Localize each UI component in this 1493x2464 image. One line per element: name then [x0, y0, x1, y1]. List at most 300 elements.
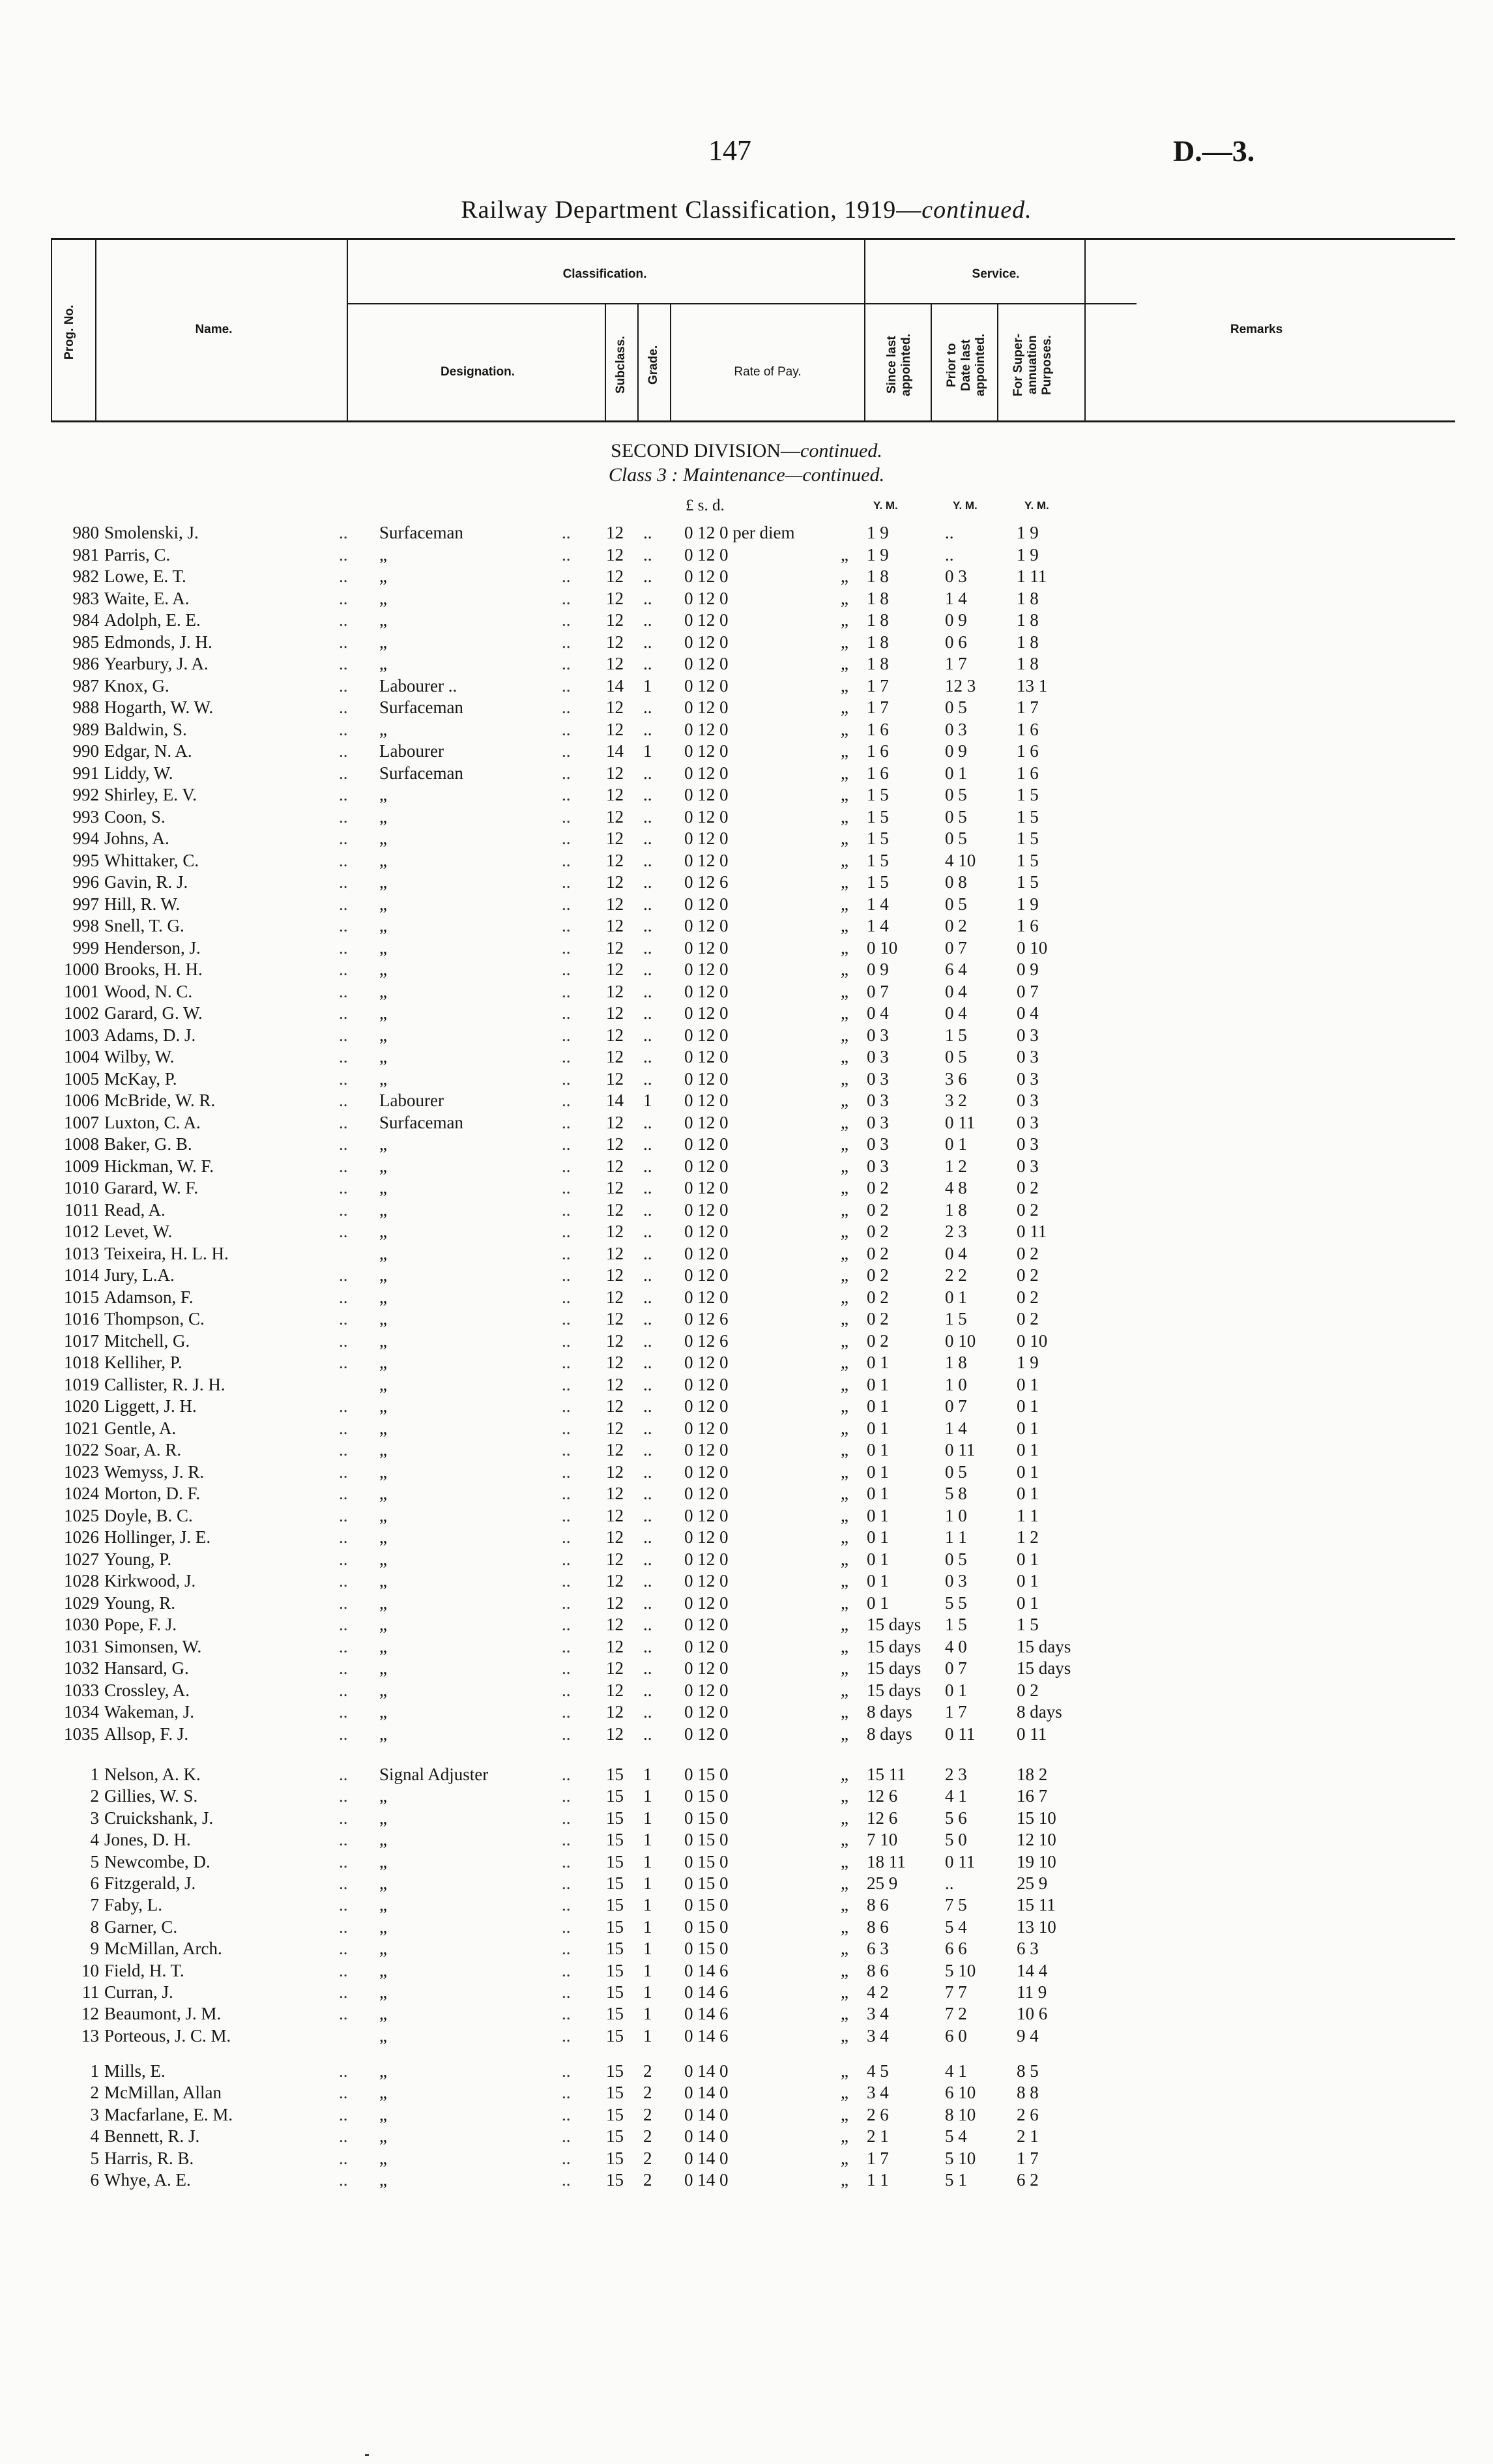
cell-superannuation: 1 5 — [1017, 872, 1039, 892]
cell-prog-no: 1 — [90, 2061, 99, 2081]
cell-superannuation: 1 2 — [1017, 1527, 1039, 1547]
cell-prior-to-date: 1 8 — [945, 1353, 967, 1372]
cell-grade: .. — [643, 566, 652, 586]
cell-superannuation: 1 9 — [1017, 1353, 1039, 1372]
cell-leader: .. — [339, 894, 348, 914]
cell-designation: „ — [379, 1808, 387, 1828]
cell-leader: .. — [339, 1112, 348, 1132]
cell-pay-unit: „ — [841, 981, 848, 1001]
cell-name: Faby, L. — [104, 1895, 162, 1915]
cell-rate-of-pay: 0 12 0 — [684, 960, 729, 979]
cell-subclass: 14 — [606, 741, 624, 761]
cell-leader: .. — [339, 1222, 348, 1241]
cell-name: Garner, C. — [104, 1916, 178, 1937]
cell-grade: .. — [643, 872, 652, 892]
cell-subclass: 12 — [606, 632, 624, 652]
cell-leader-dots: .. — [562, 1636, 571, 1656]
cell-since-last: 1 9 — [867, 544, 889, 565]
cell-prior-to-date: 0 1 — [945, 763, 967, 783]
cell-prior-to-date: 7 7 — [945, 1982, 967, 2002]
cell-subclass: 12 — [606, 1418, 624, 1438]
cell-designation: „ — [379, 1636, 387, 1656]
cell-leader-dots: .. — [562, 1461, 571, 1482]
cell-designation: „ — [379, 1025, 387, 1045]
cell-prog-no: 1002 — [64, 1003, 99, 1023]
cell-designation: „ — [379, 654, 387, 673]
cell-name: Smolenski, J. — [104, 523, 199, 542]
cell-name: Wilby, W. — [104, 1047, 175, 1066]
cell-prior-to-date: 0 11 — [945, 1112, 976, 1132]
cell-rate-of-pay: 0 14 0 — [684, 2061, 729, 2081]
cell-leader-dots: .. — [562, 1243, 571, 1263]
cell-leader: .. — [339, 1786, 348, 1806]
header-classification: Classification. — [562, 267, 647, 281]
cell-grade: .. — [643, 1068, 652, 1089]
cell-rate-of-pay: 0 15 0 — [684, 1895, 729, 1915]
cell-prior-to-date: 0 9 — [945, 610, 967, 630]
cell-grade: 2 — [643, 2104, 652, 2124]
cell-leader: .. — [339, 1396, 348, 1416]
cell-grade: .. — [643, 1178, 652, 1197]
cell-since-last: 2 6 — [867, 2104, 889, 2124]
cell-since-last: 0 1 — [867, 1484, 889, 1503]
cell-name: Kirkwood, J. — [104, 1571, 196, 1591]
cell-name: Pope, F. J. — [104, 1615, 177, 1634]
cell-name: Read, A. — [104, 1199, 166, 1220]
cell-since-last: 8 6 — [867, 1895, 889, 1915]
cell-subclass: 12 — [606, 806, 624, 827]
cell-subclass: 12 — [606, 1527, 624, 1547]
cell-pay-unit: „ — [841, 1222, 848, 1241]
cell-name: Gentle, A. — [104, 1418, 177, 1438]
cell-leader-dots: .. — [562, 1960, 571, 1980]
cell-superannuation: 0 3 — [1017, 1134, 1039, 1154]
cell-designation: „ — [379, 610, 387, 630]
cell-grade: .. — [643, 697, 652, 717]
cell-leader-dots: .. — [562, 806, 571, 827]
cell-subclass: 15 — [606, 2104, 624, 2124]
cell-grade: .. — [643, 1134, 652, 1154]
cell-subclass: 12 — [606, 1112, 624, 1132]
cell-name: Newcombe, D. — [104, 1851, 210, 1871]
cell-pay-unit: „ — [841, 675, 848, 696]
cell-pay-unit: „ — [841, 1658, 848, 1678]
cell-grade: .. — [643, 1199, 652, 1220]
cell-rate-of-pay: 0 12 0 — [684, 937, 729, 958]
cell-superannuation: 0 1 — [1017, 1571, 1039, 1591]
cell-prior-to-date: 0 1 — [945, 1134, 967, 1154]
cell-name: Young, R. — [104, 1592, 176, 1613]
table-row — [0, 1220, 1493, 1242]
cell-subclass: 12 — [606, 1615, 624, 1634]
cell-grade: .. — [643, 806, 652, 827]
cell-prior-to-date: 6 10 — [945, 2083, 976, 2103]
cell-leader: .. — [339, 697, 348, 717]
cell-designation: „ — [379, 2083, 387, 2103]
cell-designation: „ — [379, 1243, 387, 1263]
cell-prog-no: 980 — [72, 523, 99, 542]
cell-name: Liggett, J. H. — [104, 1396, 197, 1416]
cell-rate-of-pay: 0 12 0 — [684, 1353, 729, 1372]
cell-designation: Labourer — [379, 1091, 444, 1110]
cell-leader-dots: .. — [562, 1134, 571, 1154]
cell-grade: .. — [643, 1440, 652, 1459]
cell-leader-dots: .. — [562, 1680, 571, 1700]
cell-leader-dots: .. — [562, 916, 571, 935]
cell-subclass: 12 — [606, 937, 624, 958]
cell-since-last: 1 1 — [867, 2170, 889, 2190]
cell-prior-to-date: 7 5 — [945, 1895, 967, 1915]
table-row — [0, 1461, 1493, 1483]
cell-leader-dots: .. — [562, 1178, 571, 1197]
cell-prog-no: 1007 — [64, 1112, 99, 1132]
cell-since-last: 12 6 — [867, 1786, 898, 1806]
header-subclass: Subclass. — [614, 336, 628, 394]
cell-superannuation: 0 1 — [1017, 1549, 1039, 1569]
header-service: Service. — [972, 267, 1020, 281]
cell-rate-of-pay: 0 12 0 — [684, 1461, 729, 1482]
cell-pay-unit: „ — [841, 1702, 848, 1722]
cell-superannuation: 0 7 — [1017, 981, 1039, 1001]
table-row — [0, 1199, 1493, 1221]
cell-prog-no: 1024 — [64, 1484, 99, 1503]
cell-leader-dots: .. — [562, 1003, 571, 1023]
cell-leader: .. — [339, 1287, 348, 1307]
cell-rate-of-pay: 0 12 0 — [684, 654, 729, 673]
cell-prog-no: 8 — [90, 1916, 99, 1937]
cell-designation: Labourer — [379, 741, 444, 761]
cell-rate-of-pay: 0 15 0 — [684, 1830, 729, 1850]
cell-prog-no: 6 — [90, 1873, 99, 1893]
cell-superannuation: 8 8 — [1017, 2083, 1039, 2103]
cell-prog-no: 1001 — [64, 981, 99, 1001]
cell-rate-of-pay: 0 12 0 — [684, 566, 729, 586]
cell-designation: „ — [379, 1178, 387, 1197]
cell-grade: 1 — [643, 741, 652, 761]
table-row — [0, 1613, 1493, 1635]
cell-rate-of-pay: 0 12 0 — [684, 675, 729, 696]
cell-prog-no: 6 — [90, 2170, 99, 2190]
cell-name: Whye, A. E. — [104, 2170, 191, 2190]
cell-subclass: 12 — [606, 1680, 624, 1700]
cell-superannuation: 0 11 — [1017, 1723, 1047, 1744]
cell-name: Hansard, G. — [104, 1658, 189, 1678]
cell-rate-of-pay: 0 12 0 — [684, 1484, 729, 1503]
cell-since-last: 0 2 — [867, 1309, 889, 1328]
table-row — [0, 1046, 1493, 1068]
class-heading-text: Class 3 : Maintenance—continued. — [608, 464, 885, 486]
cell-designation: „ — [379, 1353, 387, 1372]
cell-subclass: 12 — [606, 981, 624, 1001]
cell-superannuation: 25 9 — [1017, 1873, 1048, 1893]
cell-prior-to-date: 1 2 — [945, 1156, 967, 1176]
cell-since-last: 1 6 — [867, 741, 889, 761]
cell-subclass: 12 — [606, 1156, 624, 1176]
cell-name: Cruickshank, J. — [104, 1808, 214, 1828]
table-row — [0, 609, 1493, 631]
cell-subclass: 12 — [606, 916, 624, 935]
cell-name: Yearbury, J. A. — [104, 654, 209, 673]
cell-rate-of-pay: 0 14 0 — [684, 2104, 729, 2124]
cell-prog-no: 1015 — [64, 1287, 99, 1307]
cell-rate-of-pay: 0 12 6 — [684, 1330, 729, 1351]
cell-leader-dots: .. — [562, 2148, 571, 2168]
cell-prior-to-date: 1 7 — [945, 1702, 967, 1722]
cell-leader-dots: .. — [562, 1156, 571, 1176]
cell-pay-unit: „ — [841, 1484, 848, 1503]
cell-leader: .. — [339, 1636, 348, 1656]
cell-grade: .. — [643, 937, 652, 958]
cell-pay-unit: „ — [841, 1396, 848, 1416]
cell-since-last: 0 1 — [867, 1353, 889, 1372]
cell-designation: „ — [379, 1960, 387, 1980]
cell-subclass: 15 — [606, 1873, 624, 1893]
cell-leader-dots: .. — [562, 2025, 571, 2046]
cell-grade: 1 — [643, 1895, 652, 1915]
cell-leader-dots: .. — [562, 697, 571, 717]
cell-superannuation: 1 5 — [1017, 829, 1039, 848]
cell-grade: 2 — [643, 2148, 652, 2168]
cell-name: Porteous, J. C. M. — [104, 2025, 231, 2046]
header-name: Name. — [195, 323, 233, 336]
cell-leader-dots: .. — [562, 1199, 571, 1220]
cell-since-last: 1 4 — [867, 894, 889, 914]
cell-rate-of-pay: 0 14 6 — [684, 2004, 729, 2024]
cell-designation: „ — [379, 2025, 387, 2046]
cell-since-last: 8 6 — [867, 1916, 889, 1937]
cell-prior-to-date: 0 4 — [945, 981, 967, 1001]
cell-pay-unit: „ — [841, 1374, 848, 1394]
cell-rate-of-pay: 0 12 0 — [684, 1156, 729, 1176]
cell-name: Hogarth, W. W. — [104, 697, 214, 717]
cell-leader-dots: .. — [562, 1527, 571, 1547]
table-row — [0, 1701, 1493, 1723]
cell-prior-to-date: 4 0 — [945, 1636, 967, 1656]
table-row — [0, 1002, 1493, 1024]
table-row — [0, 849, 1493, 872]
cell-designation: „ — [379, 1330, 387, 1351]
cell-rate-of-pay: 0 14 0 — [684, 2148, 729, 2168]
cell-superannuation: 1 11 — [1017, 566, 1047, 586]
cell-pay-unit: „ — [841, 2061, 848, 2081]
cell-subclass: 12 — [606, 566, 624, 586]
cell-leader-dots: .. — [562, 632, 571, 652]
cell-subclass: 14 — [606, 1091, 624, 1110]
cell-since-last: 6 3 — [867, 1939, 889, 1959]
cell-designation: „ — [379, 588, 387, 608]
cell-name: Brooks, H. H. — [104, 960, 203, 979]
cell-prior-to-date: 0 5 — [945, 785, 967, 804]
cell-superannuation: 1 1 — [1017, 1505, 1039, 1525]
cell-grade: .. — [643, 1309, 652, 1328]
cell-since-last: 4 2 — [867, 1982, 889, 2002]
cell-prior-to-date: 5 10 — [945, 2148, 976, 2168]
cell-since-last: 1 8 — [867, 654, 889, 673]
cell-superannuation: 0 1 — [1017, 1396, 1039, 1416]
cell-since-last: 0 3 — [867, 1134, 889, 1154]
cell-subclass: 12 — [606, 1309, 624, 1328]
cell-since-last: 1 8 — [867, 632, 889, 652]
cell-prior-to-date: 5 1 — [945, 2170, 967, 2190]
cell-leader-dots: .. — [562, 785, 571, 804]
cell-since-last: 0 2 — [867, 1265, 889, 1285]
cell-subclass: 12 — [606, 1702, 624, 1722]
cell-prog-no: 1029 — [64, 1592, 99, 1613]
cell-prog-no: 1016 — [64, 1309, 99, 1328]
cell-leader-dots: .. — [562, 1068, 571, 1089]
cell-grade: .. — [643, 1505, 652, 1525]
cell-since-last: 3 4 — [867, 2025, 889, 2046]
cell-prior-to-date: 2 2 — [945, 1265, 967, 1285]
table-row — [0, 1395, 1493, 1417]
cell-prior-to-date: 0 3 — [945, 1571, 967, 1591]
cell-name: Knox, G. — [104, 675, 169, 696]
cell-subclass: 12 — [606, 960, 624, 979]
cell-prog-no: 995 — [72, 850, 99, 870]
cell-rate-of-pay: 0 15 0 — [684, 1873, 729, 1893]
cell-prior-to-date: 0 2 — [945, 916, 967, 935]
cell-subclass: 12 — [606, 610, 624, 630]
cell-designation: „ — [379, 1615, 387, 1634]
cell-superannuation: 19 10 — [1017, 1851, 1056, 1871]
cell-pay-unit: „ — [841, 1786, 848, 1806]
cell-since-last: 1 5 — [867, 829, 889, 848]
cell-prior-to-date: 0 3 — [945, 719, 967, 739]
cell-leader: .. — [339, 2126, 348, 2147]
cell-grade: 1 — [643, 675, 652, 696]
cell-grade: .. — [643, 1723, 652, 1744]
cell-prog-no: 986 — [72, 654, 99, 673]
table-row — [0, 1330, 1493, 1352]
cell-grade: .. — [643, 1222, 652, 1241]
cell-designation: „ — [379, 894, 387, 914]
cell-since-last: 0 3 — [867, 1091, 889, 1110]
header-grade: Grade. — [646, 345, 660, 385]
cell-designation: „ — [379, 1068, 387, 1089]
table-row — [0, 521, 1493, 544]
cell-superannuation: 0 3 — [1017, 1068, 1039, 1089]
table-row — [0, 1286, 1493, 1308]
cell-name: Wemyss, J. R. — [104, 1461, 205, 1482]
cell-leader: .. — [339, 1134, 348, 1154]
cell-superannuation: 1 5 — [1017, 785, 1039, 804]
cell-grade: 1 — [643, 1091, 652, 1110]
cell-pay-unit: „ — [841, 1134, 848, 1154]
units-prior-to-date: Y. M. — [953, 499, 978, 512]
table-row — [0, 1894, 1493, 1916]
cell-pay-unit: „ — [841, 588, 848, 608]
cell-since-last: 0 4 — [867, 1003, 889, 1023]
cell-grade: .. — [643, 632, 652, 652]
table-row — [0, 1111, 1493, 1134]
section-heading — [0, 440, 1493, 462]
cell-pay-unit: „ — [841, 1571, 848, 1591]
cell-leader-dots: .. — [562, 741, 571, 761]
cell-name: Garard, G. W. — [104, 1003, 203, 1023]
cell-leader-dots: .. — [562, 829, 571, 848]
cell-leader-dots: .. — [562, 523, 571, 542]
cell-since-last: 1 7 — [867, 2148, 889, 2168]
cell-grade: .. — [643, 1527, 652, 1547]
header-since-last: Since last appointed. — [885, 333, 913, 397]
table-row — [0, 1570, 1493, 1592]
cell-leader: .. — [339, 675, 348, 696]
cell-grade: 1 — [643, 1851, 652, 1871]
cell-prior-to-date: .. — [945, 544, 954, 565]
cell-rate-of-pay: 0 12 0 — [684, 610, 729, 630]
cell-subclass: 15 — [606, 1765, 624, 1784]
cell-prog-no: 5 — [90, 1851, 99, 1871]
cell-prior-to-date: 4 10 — [945, 850, 976, 870]
cell-rate-of-pay: 0 12 0 — [684, 763, 729, 783]
cell-leader-dots: .. — [562, 1396, 571, 1416]
cell-pay-unit: „ — [841, 960, 848, 979]
cell-leader-dots: .. — [562, 1025, 571, 1045]
cell-superannuation: 0 3 — [1017, 1112, 1039, 1132]
cell-leader-dots: .. — [562, 1047, 571, 1066]
page-number: 147 — [708, 134, 751, 166]
cell-since-last: 3 4 — [867, 2004, 889, 2024]
cell-rate-of-pay: 0 12 0 — [684, 1068, 729, 1089]
cell-designation: „ — [379, 1199, 387, 1220]
cell-subclass: 12 — [606, 544, 624, 565]
cell-prior-to-date: 1 4 — [945, 588, 967, 608]
cell-since-last: 1 5 — [867, 806, 889, 827]
cell-grade: .. — [643, 1484, 652, 1503]
cell-subclass: 15 — [606, 1895, 624, 1915]
cell-subclass: 15 — [606, 1830, 624, 1850]
cell-superannuation: 15 10 — [1017, 1808, 1056, 1828]
cell-leader-dots: .. — [562, 1091, 571, 1110]
cell-pay-unit: „ — [841, 1025, 848, 1045]
cell-since-last: 1 7 — [867, 697, 889, 717]
cell-since-last: 0 1 — [867, 1396, 889, 1416]
cell-leader: .. — [339, 1505, 348, 1525]
cell-rate-of-pay: 0 12 0 — [684, 1243, 729, 1263]
cell-pay-unit: „ — [841, 1440, 848, 1459]
cell-leader: .. — [339, 1658, 348, 1678]
cell-prior-to-date: 0 7 — [945, 1396, 967, 1416]
cell-name: McKay, P. — [104, 1068, 177, 1089]
cell-superannuation: 11 9 — [1017, 1982, 1047, 2002]
cell-grade: .. — [643, 981, 652, 1001]
cell-since-last: 25 9 — [867, 1873, 898, 1893]
table-row — [0, 1068, 1493, 1090]
cell-superannuation: 0 2 — [1017, 1199, 1039, 1220]
cell-rate-of-pay: 0 12 0 — [684, 1374, 729, 1394]
table-row — [0, 565, 1493, 587]
cell-subclass: 12 — [606, 1592, 624, 1613]
cell-grade: .. — [643, 1418, 652, 1438]
cell-grade: .. — [643, 1680, 652, 1700]
cell-grade: 1 — [643, 2004, 652, 2024]
cell-subclass: 12 — [606, 1330, 624, 1351]
cell-prog-no: 1000 — [64, 960, 99, 979]
cell-rate-of-pay: 0 12 0 — [684, 1527, 729, 1547]
cell-since-last: 12 6 — [867, 1808, 898, 1828]
table-row — [0, 2104, 1493, 2126]
cell-prior-to-date: 0 5 — [945, 894, 967, 914]
cell-since-last: 0 1 — [867, 1549, 889, 1569]
cell-leader-dots: .. — [562, 1615, 571, 1634]
cell-superannuation: 1 9 — [1017, 894, 1039, 914]
cell-grade: 1 — [643, 1916, 652, 1937]
cell-prior-to-date: 7 2 — [945, 2004, 967, 2024]
cell-since-last: 2 1 — [867, 2126, 889, 2147]
cell-rate-of-pay: 0 14 0 — [684, 2170, 729, 2190]
cell-leader: .. — [339, 1765, 348, 1784]
cell-subclass: 12 — [606, 1003, 624, 1023]
